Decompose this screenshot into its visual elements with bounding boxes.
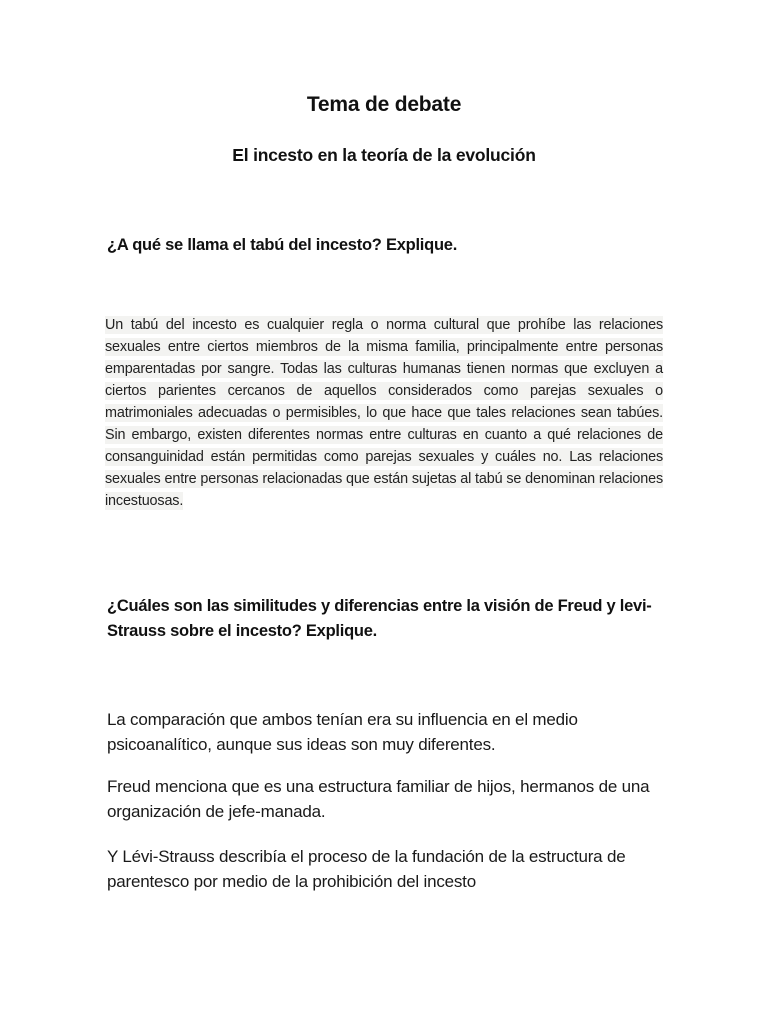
answer-1-text: Un tabú del incesto es cualquier regla o norma cultural que prohíbe las relaciones sexuales entre ciertos miembros de la misma familia, principalmente entre personas emparentadas por sangre. Todas las culturas humanas tienen normas que excluyen a ciertos parientes cercanos de aquellos considerados como parejas sexuales o matrimoniales adecuadas o permisibles, lo que hace que tales relaciones sean tabúes. Sin embargo, existen diferentes normas entre culturas en cuanto a qué relaciones de consanguinidad están permitidas como parejas sexuales y cuáles no. Las relaciones sexuales entre personas relacionadas que están sujetas al tabú se denominan relaciones incestuosas.: [105, 317, 663, 509]
answer-2-paragraph-2: Freud menciona que es una estructura familiar de hijos, hermanos de una organización de jefe-manada.: [107, 777, 650, 821]
answer-2-paragraph-1: La comparación que ambos tenían era su influencia en el medio psicoanalítico, aunque sus ideas son muy diferentes.: [107, 710, 578, 754]
answer-2-paragraph-3: Y Lévi-Strauss describía el proceso de la fundación de la estructura de parentesco por medio de la prohibición del incesto: [107, 847, 626, 891]
answer-1-block: [105, 314, 663, 512]
document-title: Tema de debate: [306, 93, 462, 116]
question-1: ¿A qué se llama el tabú del incesto? Explique.: [107, 236, 458, 254]
question-2: ¿Cuáles son las similitudes y diferencias entre la visión de Freud y levi- Strauss sobre el incesto? Explique.: [107, 597, 652, 640]
document-subtitle: El incesto en la teoría de la evolución: [232, 145, 536, 165]
